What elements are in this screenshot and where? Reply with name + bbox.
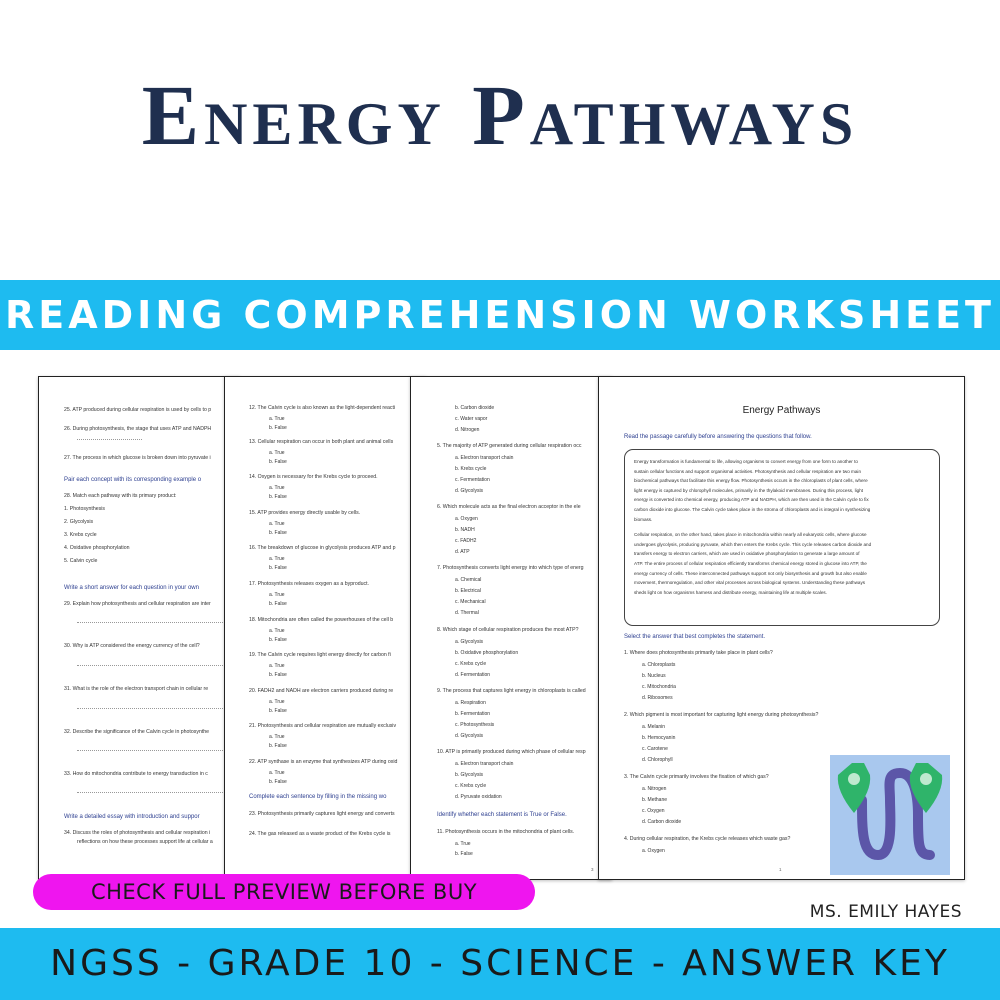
option-true: a. True: [269, 556, 285, 562]
option-true: a. True: [269, 699, 285, 705]
question-23: 23. Photosynthesis primarily captures light energy and converts: [249, 811, 395, 817]
page-number: 1: [779, 867, 782, 872]
reading-instruction: Read the passage carefully before answering the questions that follow.: [624, 434, 812, 440]
question-20: 20. FADH2 and NADH are electron carriers produced during re: [249, 688, 394, 694]
question-5: 5. The majority of ATP generated during cellular respiration occ: [437, 443, 582, 449]
option: c. FADH2: [455, 538, 477, 544]
option: d. Pyruvate oxidation: [455, 794, 502, 800]
option: b. Carbon dioxide: [455, 405, 495, 411]
option: d. ATP: [455, 549, 470, 555]
option: b. NADH: [455, 527, 475, 533]
option: c. Oxygen: [642, 808, 665, 814]
section-heading-short-answer: Write a short answer for each question in your own: [64, 585, 199, 591]
answer-line: [77, 750, 237, 751]
option-false: b. False: [269, 708, 287, 714]
answer-line: [77, 665, 237, 666]
question-28: 28. Match each pathway with its primary product:: [64, 493, 177, 499]
answer-line: [77, 622, 237, 623]
option: a. True: [455, 841, 471, 847]
option: d. Thermal: [455, 610, 479, 616]
option-false: b. False: [269, 565, 287, 571]
option-true: a. True: [269, 416, 285, 422]
page-title: Energy Pathways: [141, 67, 859, 163]
option: c. Krebs cycle: [455, 783, 487, 789]
option: d. Nitrogen: [455, 427, 480, 433]
option: c. Mitochondria: [642, 684, 676, 690]
question-30: 30. Why is ATP considered the energy currency of the cell?: [64, 643, 200, 649]
question-4: 4. During cellular respiration, the Krebs cycle releases which waste gas?: [624, 836, 791, 842]
question-33: 33. How do mitochondria contribute to energy transduction in c: [64, 771, 208, 777]
question-22: 22. ATP synthase is an enzyme that synthesizes ATP during oxid: [249, 759, 398, 765]
option: b. Electrical: [455, 588, 481, 594]
question-32: 32. Describe the significance of the Calvin cycle in photosynthe: [64, 729, 210, 735]
passage-line: transfers energy to electron carriers, which are used in oxidative phosphorylation to generate a large amount of: [634, 551, 860, 557]
passage-line: Cellular respiration, on the other hand, takes place in mitochondria within nearly all eukaryotic cells, where glucose: [634, 532, 867, 538]
passage-line: energy currency of cells. These interconnected pathways support not only biosynthesis and growth but also enable: [634, 570, 867, 576]
question-29: 29. Explain how photosynthesis and cellular respiration are inter: [64, 601, 211, 607]
subtitle-banner: READING COMPREHENSION WORKSHEET: [0, 280, 1000, 350]
question-1: 1. Where does photosynthesis primarily take place in plant cells?: [624, 650, 773, 656]
option-false: b. False: [269, 637, 287, 643]
option: b. False: [455, 851, 473, 857]
question-21: 21. Photosynthesis and cellular respiration are mutually exclusiv: [249, 723, 397, 729]
question-6: 6. Which molecule acts as the final electron acceptor in the ele: [437, 504, 581, 510]
passage-line: undergoes glycolysis, producing pyruvate, which then enters the Krebs cycle. This cycle releases carbon dioxide and: [634, 541, 872, 547]
answer-line: [77, 708, 237, 709]
match-item-1: 1. Photosynthesis: [64, 506, 105, 512]
author-name: MS. EMILY HAYES: [809, 902, 962, 922]
passage-line: carbon dioxide into glucose. The Calvin cycle takes place in the stroma of chloroplasts and is integral in synthesizing: [634, 507, 871, 512]
option-true: a. True: [269, 734, 285, 740]
section-heading-multiple-choice: Select the answer that best completes the statement.: [624, 634, 766, 640]
question-27: 27. The process in which glucose is broken down into pyruvate i: [64, 455, 211, 461]
answer-line: [77, 792, 237, 793]
question-11: 11. Photosynthesis occurs in the mitochondria of plant cells.: [437, 829, 575, 835]
worksheet-page-1: [38, 376, 240, 880]
option: b. Hemocyanin: [642, 735, 676, 741]
option: a. Glycolysis: [455, 639, 484, 645]
option-true: a. True: [269, 628, 285, 634]
option: c. Carotene: [642, 746, 668, 752]
passage-line: biochemical pathways that facilitate this energy flow. Photosynthesis occurs in the chloroplasts of plant cells, where: [634, 478, 868, 484]
question-9: 9. The process that captures light energy in chloroplasts is called: [437, 688, 586, 694]
worksheet-page-2: [224, 376, 426, 880]
energy-pathway-logo-icon: [830, 755, 950, 875]
option: d. Carbon dioxide: [642, 819, 682, 825]
passage-line: ATP. The entire process of cellular respiration efficiently transforms chemical energy stored in glucose into ATP, the: [634, 561, 867, 566]
section-heading-true-false: Identify whether each statement is True or False.: [437, 812, 567, 818]
option: a. Respiration: [455, 700, 486, 706]
question-34-continued: reflections on how these processes support life at cellular a: [77, 839, 213, 845]
question-19: 19. The Calvin cycle requires light energy directly for carbon fi: [249, 652, 391, 658]
option: a. Electron transport chain: [455, 455, 514, 461]
option-false: b. False: [269, 459, 287, 465]
option-true: a. True: [269, 770, 285, 776]
question-34: 34. Discuss the roles of photosynthesis and cellular respiration i: [64, 830, 211, 836]
section-heading-fill-in: Complete each sentence by filling in the missing wo: [249, 794, 387, 800]
option-false: b. False: [269, 601, 287, 607]
option: a. Chloroplasts: [642, 662, 676, 668]
option: a. Oxygen: [455, 516, 478, 522]
match-item-5: 5. Calvin cycle: [64, 558, 98, 564]
option: b. Nucleus: [642, 673, 666, 679]
worksheet-page-3: [410, 376, 612, 880]
passage-line: energy is converted into chemical energy, producing ATP and NADPH, which are then used in the Calvin cycle to fix: [634, 497, 869, 503]
option-false: b. False: [269, 494, 287, 500]
option-true: a. True: [269, 485, 285, 491]
option: a. Chemical: [455, 577, 482, 583]
passage-line: sustain cellular functions and support organismal activities. Photosynthesis and cellular respiration are two main: [634, 468, 861, 474]
answer-line: [77, 439, 142, 440]
option: a. Nitrogen: [642, 786, 667, 792]
option-true: a. True: [269, 663, 285, 669]
option: b. Methane: [642, 797, 668, 803]
preview-badge[interactable]: CHECK FULL PREVIEW BEFORE BUY: [33, 874, 535, 910]
option: b. Oxidative phosphorylation: [455, 650, 519, 656]
option-false: b. False: [269, 672, 287, 678]
option: d. Ribosomes: [642, 695, 673, 701]
match-item-4: 4. Oxidative phosphorylation: [64, 545, 130, 551]
option: c. Krebs cycle: [455, 661, 487, 667]
option: d. Chlorophyll: [642, 757, 673, 763]
option: c. Water vapor: [455, 416, 488, 422]
question-13: 13. Cellular respiration can occur in both plant and animal cells: [249, 439, 394, 445]
question-17: 17. Photosynthesis releases oxygen as a byproduct.: [249, 581, 369, 587]
footer-banner: NGSS - GRADE 10 - SCIENCE - ANSWER KEY: [0, 928, 1000, 1000]
option-true: a. True: [269, 450, 285, 456]
option: b. Fermentation: [455, 711, 491, 717]
match-item-3: 3. Krebs cycle: [64, 532, 97, 538]
passage-line: Energy transformation is fundamental to life, allowing organisms to convert energy from one form to another to: [634, 459, 858, 464]
option: c. Mechanical: [455, 599, 486, 605]
question-14: 14. Oxygen is necessary for the Krebs cycle to proceed.: [249, 474, 378, 480]
option-false: b. False: [269, 779, 287, 785]
question-8: 8. Which stage of cellular respiration produces the most ATP?: [437, 627, 579, 633]
option-false: b. False: [269, 425, 287, 431]
worksheet-title: Energy Pathways: [742, 405, 821, 416]
match-item-2: 2. Glycolysis: [64, 519, 94, 525]
option-false: b. False: [269, 743, 287, 749]
right-leaf-dot: [920, 773, 932, 785]
question-2: 2. Which pigment is most important for capturing light energy during photosynthesis?: [624, 712, 819, 718]
option: d. Glycolysis: [455, 488, 484, 494]
passage-line: movement, thermoregulation, and other vital processes across biological systems. Understanding these pathways: [634, 580, 866, 586]
option: d. Glycolysis: [455, 733, 484, 739]
question-18: 18. Mitochondria are often called the powerhouses of the cell b: [249, 617, 394, 623]
question-16: 16. The breakdown of glucose in glycolysis produces ATP and p: [249, 545, 396, 551]
question-26: 26. During photosynthesis, the stage that uses ATP and NADPH: [64, 426, 212, 432]
question-25: 25. ATP produced during cellular respiration is used by cells to p: [64, 407, 212, 413]
page-number: 3: [591, 867, 594, 872]
question-31: 31. What is the role of the electron transport chain in cellular re: [64, 686, 209, 692]
passage-line: light energy is captured by chlorophyll molecules, primarily in the thylakoid membranes. During this process, light: [634, 487, 864, 493]
passage-line: biomass.: [634, 516, 653, 522]
question-3: 3. The Calvin cycle primarily involves the fixation of which gas?: [624, 774, 769, 780]
question-7: 7. Photosynthesis converts light energy into which type of energ: [437, 565, 584, 571]
question-24: 24. The gas released as a waste product of the Krebs cycle is: [249, 831, 391, 837]
option: b. Krebs cycle: [455, 466, 487, 472]
section-heading-match: Pair each concept with its corresponding example o: [64, 477, 202, 483]
passage-line: sheds light on how organisms harness and distribute energy, maintaining life at multiple scales.: [634, 589, 827, 595]
section-heading-essay: Write a detailed essay with introduction and suppor: [64, 814, 200, 820]
left-leaf-dot: [848, 773, 860, 785]
option: a. Electron transport chain: [455, 761, 514, 767]
question-15: 15. ATP provides energy directly usable by cells.: [249, 510, 361, 516]
option: a. Oxygen: [642, 848, 665, 854]
option: c. Photosynthesis: [455, 722, 495, 728]
option: c. Fermentation: [455, 477, 490, 483]
reading-passage-box: [624, 449, 940, 626]
option: a. Melanin: [642, 724, 666, 730]
option: d. Fermentation: [455, 672, 491, 678]
question-12: 12. The Calvin cycle is also known as the light-dependent reacti: [249, 405, 396, 411]
option-true: a. True: [269, 521, 285, 527]
option-false: b. False: [269, 530, 287, 536]
option-true: a. True: [269, 592, 285, 598]
option: b. Glycolysis: [455, 772, 484, 778]
question-10: 10. ATP is primarily produced during which phase of cellular resp: [437, 749, 586, 755]
